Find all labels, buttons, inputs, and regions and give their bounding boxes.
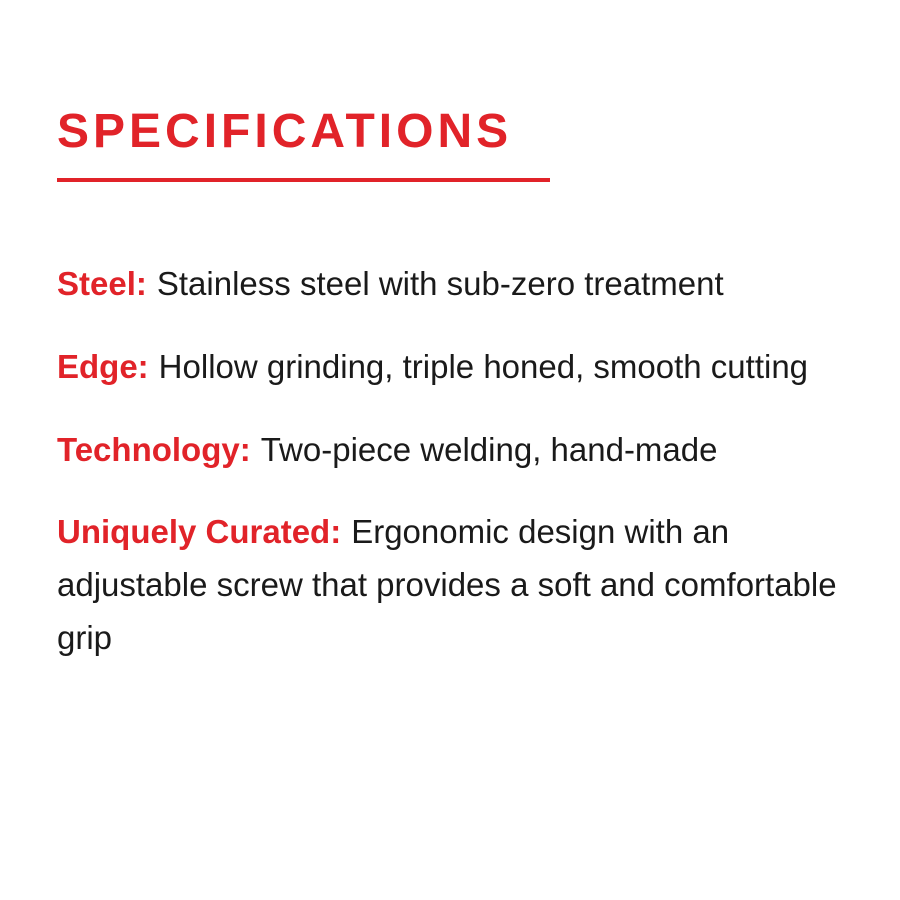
spec-text: Hollow grinding, triple honed, smooth cutting [158, 347, 809, 385]
title-underline [57, 178, 550, 182]
spec-text: Ergonomic design with an adjustable screw that provides a soft and comfortable grip [57, 513, 837, 656]
spec-item-edge [57, 341, 850, 394]
spec-text: Two-piece welding, hand-made [260, 430, 718, 468]
spec-item-uniquely-curated [57, 506, 850, 664]
spec-list [57, 258, 850, 665]
spec-label: Technology: [57, 430, 251, 468]
spec-label: Uniquely Curated: [57, 513, 342, 551]
spec-text: Stainless steel with sub-zero treatment [156, 265, 724, 302]
spec-label: Edge: [57, 347, 149, 385]
spec-item-steel [57, 258, 850, 311]
spec-label: Steel: [57, 265, 147, 302]
page-title: SPECIFICATIONS [57, 105, 513, 158]
spec-item-technology [57, 424, 850, 477]
